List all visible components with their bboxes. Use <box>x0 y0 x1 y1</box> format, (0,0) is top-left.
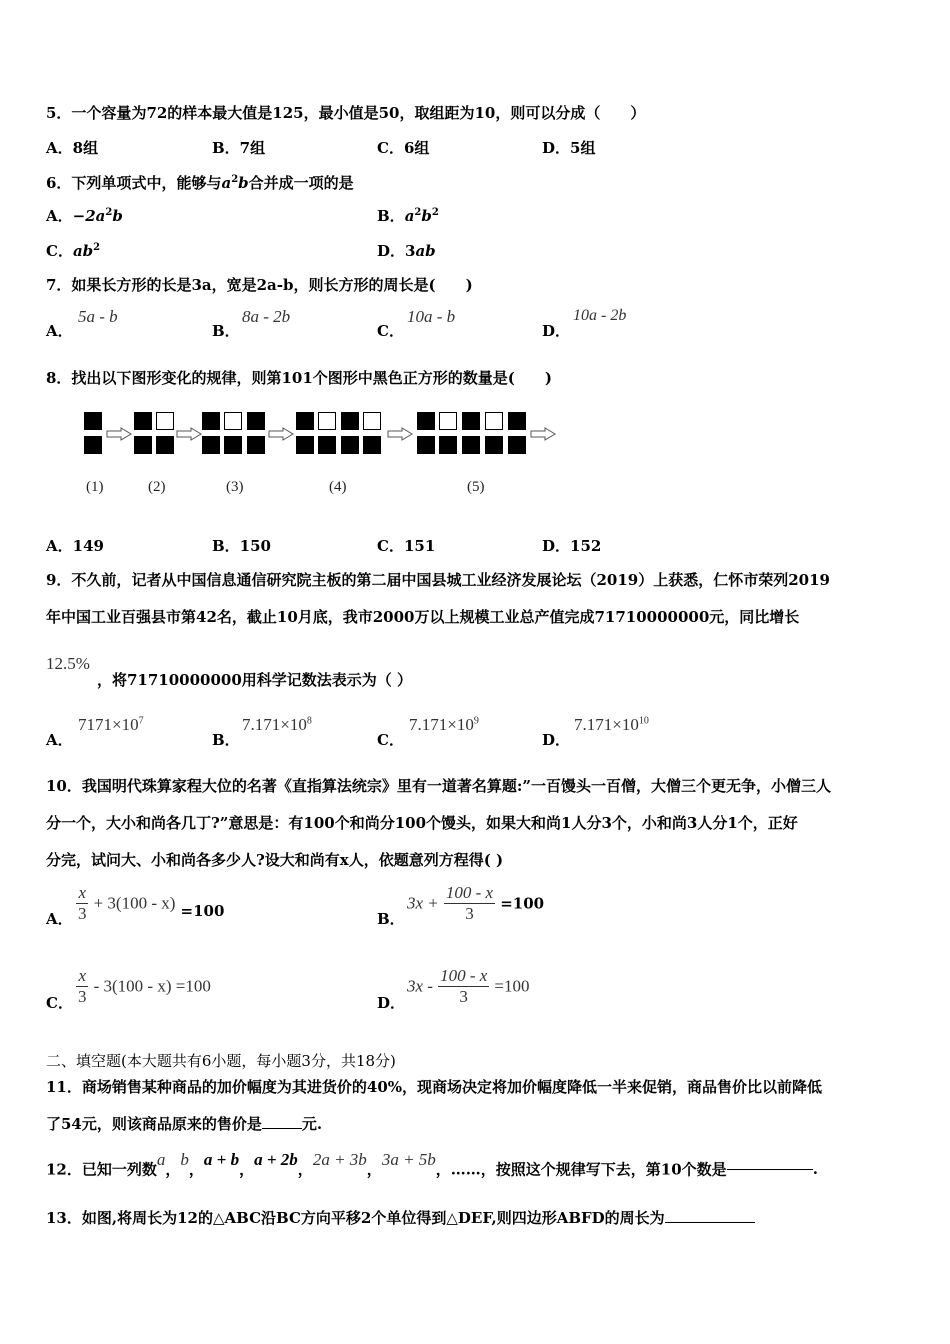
right-arrow-icon <box>176 427 202 441</box>
q12-term-3: a + b <box>203 1150 240 1169</box>
q11-answer-blank[interactable] <box>262 1128 302 1129</box>
q6-a-sup: 2 <box>105 207 113 218</box>
q10-line2: 分一个，大小和尚各几丁?”意思是：有100个和尚分100个馒头，如果大和尚1人分3个，小和尚3人分1个，正好 <box>46 814 798 832</box>
fig3-label: (3) <box>226 479 244 495</box>
q9-option-b-expr <box>242 715 312 735</box>
q10-d-denominator: 3 <box>459 987 468 1006</box>
q10-line1: 10．我国明代珠算家程大位的名著《直指算法统宗》里有一道著名算题:”一百馒头一百僧，大僧三个更无争，小僧三人 <box>46 777 832 795</box>
q9-d-exp: 10 <box>638 715 649 727</box>
fig5-square <box>417 412 435 430</box>
q10-b-denominator: 3 <box>465 904 474 923</box>
q9-option-d-expr <box>574 715 649 735</box>
q6-stem-sup: 2 <box>231 174 239 185</box>
q6-a-val: −2a <box>72 207 106 225</box>
fig3-square <box>202 436 220 454</box>
q10-option-b-label: B． <box>377 910 405 928</box>
fig4-square <box>341 436 359 454</box>
q10-option-c-label: C． <box>46 994 73 1012</box>
fig1-square <box>84 412 102 430</box>
q9-d-base: 7.171×10 <box>574 715 639 734</box>
q7-option-c-label: C． <box>377 322 404 340</box>
q10-option-a-label: A． <box>46 910 73 928</box>
q6-c-val: ab <box>72 242 94 260</box>
q10-a-eq: =100 <box>180 902 225 920</box>
q6-b-sup2: 2 <box>431 207 439 218</box>
q7-option-d-label: D． <box>542 322 571 340</box>
fig5-square <box>508 412 526 430</box>
q6-stem-var2: b <box>238 174 249 192</box>
q5-option-a: A．8组 <box>46 139 99 157</box>
q12-post: ，……，按照这个规律写下去，第10个数是 <box>435 1160 727 1179</box>
fig5-label: (5) <box>467 479 485 495</box>
q6-d-tail: ab <box>415 242 436 260</box>
q8-option-d: D．152 <box>542 537 602 555</box>
fig5-square <box>439 436 457 454</box>
q6-c-sup: 2 <box>93 242 101 253</box>
q7-option-b-label: B． <box>212 322 240 340</box>
q9-option-d-label: D． <box>542 731 571 749</box>
q10-a-numerator: x <box>78 883 87 902</box>
q10-b-eq: =100 <box>500 894 545 913</box>
q5-stem: 5．一个容量为72的样本最大值是125，最小值是50，取组距为10，则可以分成（ ） <box>46 104 646 122</box>
q5-option-b: B．7组 <box>212 139 266 157</box>
fig4-label: (4) <box>329 479 347 495</box>
fig4-square <box>318 412 336 430</box>
right-arrow-icon <box>268 427 294 441</box>
q9-line3: ，将71710000000用科学记数法表示为（ ） <box>97 671 413 689</box>
q6-b-val: a <box>404 207 415 225</box>
q12-end: . <box>812 1160 818 1178</box>
q9-option-b-label: B． <box>212 731 240 749</box>
q12-term-5: 2a + 3b <box>312 1150 367 1169</box>
q9-a-exp: 7 <box>138 715 144 727</box>
q10-c-fraction <box>76 966 89 1007</box>
fig3-square <box>224 436 242 454</box>
q12-sep: ， <box>165 1160 181 1179</box>
q12-term-1: a <box>156 1150 166 1169</box>
q6-option-b <box>377 205 439 226</box>
q9-option-a-label: A． <box>46 731 73 749</box>
q13-line <box>46 1207 755 1228</box>
q12-pre: 12．已知一列数 <box>46 1160 157 1179</box>
fig5-square <box>485 436 503 454</box>
fig5-square <box>508 436 526 454</box>
q12-answer-blank[interactable] <box>727 1169 813 1170</box>
q7-option-a-label: A． <box>46 322 73 340</box>
q6-b-tail: b <box>421 207 432 225</box>
q8-stem: 8．找出以下图形变化的规律，则第101个图形中黑色正方形的数量是( ) <box>46 369 552 387</box>
fig3-square <box>202 412 220 430</box>
q11-line2-post: 元. <box>301 1115 323 1133</box>
q6-stem <box>46 172 354 193</box>
fig4-square <box>296 412 314 430</box>
q5-option-c: C．6组 <box>377 139 430 157</box>
fig3-square <box>224 412 242 430</box>
q10-option-d-expr <box>407 966 529 1007</box>
fig5-square <box>417 436 435 454</box>
fig3-square <box>247 436 265 454</box>
q6-d-val: 3 <box>405 242 416 260</box>
q7-stem: 7．如果长方形的长是3a，宽是2a-b，则长方形的周长是( ) <box>46 276 473 294</box>
q6-stem-post: 合并成一项的是 <box>248 174 354 192</box>
fig5-square <box>439 412 457 430</box>
q7-option-b-expr: 8a - 2b <box>242 307 291 326</box>
q11-line2-pre: 了54元，则该商品原来的售价是 <box>46 1115 262 1133</box>
fig4-square <box>318 436 336 454</box>
q10-d-pre: 3x - <box>407 976 433 996</box>
q9-a-base: 7171×10 <box>78 715 139 734</box>
q7-option-a-expr: 5a - b <box>78 307 118 326</box>
q10-option-a-expr <box>76 883 224 924</box>
right-arrow-icon <box>106 427 132 441</box>
q12-term-2: b <box>180 1150 189 1169</box>
q10-c-numerator: x <box>78 966 87 985</box>
fig2-square <box>134 412 152 430</box>
q9-b-base: 7.171×10 <box>242 715 307 734</box>
q10-d-fraction <box>438 966 489 1007</box>
q13-stem: 13．如图,将周长为12的△ABC沿BC方向平移2个单位得到△DEF,则四边形ABFD的周长为 <box>46 1209 665 1227</box>
q8-option-c: C．151 <box>377 537 436 555</box>
q9-percent: 12.5% <box>46 654 90 673</box>
q10-c-rest: - 3(100 - x) =100 <box>93 976 211 996</box>
q9-option-c-label: C． <box>377 731 404 749</box>
q12-term-4: a + 2b <box>254 1150 298 1169</box>
fig2-square <box>134 436 152 454</box>
q10-b-numerator: 100 - x <box>445 883 494 902</box>
fig2-square <box>156 412 174 430</box>
q6-d-label: D． <box>377 242 406 260</box>
q9-line2: 年中国工业百强县市第42名，截止10月底，我市2000万以上规模工业总产值完成71710000000元，同比增长 <box>46 608 800 626</box>
q11-line1: 11．商场销售某种商品的加价幅度为其进货价的40%，现商场决定将加价幅度降低一半来促销，商品售价比以前降低 <box>46 1078 823 1096</box>
q6-stem-pre: 6．下列单项式中，能够与 <box>46 174 222 192</box>
q6-b-sup: 2 <box>414 207 422 218</box>
q8-option-b: B．150 <box>212 537 271 555</box>
q10-option-c-expr <box>76 966 211 1007</box>
q10-b-fraction <box>444 883 495 924</box>
q12-sep: ， <box>188 1160 204 1179</box>
q7-option-d-expr: 10a - 2b <box>573 307 627 324</box>
right-arrow-icon <box>387 427 413 441</box>
fig4-square <box>363 412 381 430</box>
q9-line1: 9．不久前，记者从中国信息通信研究院主板的第二届中国县城工业经济发展论坛（2019）上获悉，仁怀市荣列2019 <box>46 571 830 589</box>
fig2-label: (2) <box>148 479 166 495</box>
q9-c-base: 7.171×10 <box>409 715 474 734</box>
q6-a-label: A． <box>46 207 73 225</box>
q10-a-denominator: 3 <box>78 904 87 923</box>
fig3-square <box>247 412 265 430</box>
q10-d-eq: =100 <box>494 976 530 996</box>
q9-option-c-expr <box>409 715 479 735</box>
q12-term-6: 3a + 5b <box>381 1150 436 1169</box>
fig5-square <box>462 436 480 454</box>
q6-option-d <box>377 240 436 261</box>
q12-line <box>46 1150 818 1180</box>
q13-answer-blank[interactable] <box>665 1222 755 1223</box>
q6-option-c <box>46 240 100 261</box>
q10-d-numerator: 100 - x <box>440 966 488 985</box>
q12-sep: ， <box>297 1160 313 1179</box>
q6-b-label: B． <box>377 207 405 225</box>
fig2-square <box>156 436 174 454</box>
q8-option-a: A．149 <box>46 537 104 555</box>
q10-c-denominator: 3 <box>78 987 87 1006</box>
q10-option-d-label: D． <box>377 994 406 1012</box>
fig1-label: (1) <box>86 479 104 495</box>
q11-line2 <box>46 1113 322 1134</box>
right-arrow-icon <box>530 427 556 441</box>
fig4-square <box>363 436 381 454</box>
fig4-square <box>341 412 359 430</box>
section2-title: 二、填空题(本大题共有6小题，每小题3分，共18分) <box>46 1052 396 1070</box>
q12-sep: ， <box>366 1160 382 1179</box>
q10-a-rest: + 3(100 - x) <box>93 893 176 913</box>
q6-option-a <box>46 205 123 226</box>
q10-option-b-expr <box>407 883 544 924</box>
q8-pattern-figure <box>0 0 950 520</box>
q10-b-pre: 3x + <box>407 893 439 913</box>
q12-sep: ， <box>239 1160 255 1179</box>
q9-b-exp: 8 <box>306 715 312 727</box>
q10-line3: 分完，试问大、小和尚各多少人?设大和尚有x人，依题意列方程得( ) <box>46 851 504 869</box>
q10-a-fraction <box>76 883 89 924</box>
q9-c-exp: 9 <box>473 715 479 727</box>
q9-option-a-expr <box>78 715 144 735</box>
fig4-square <box>296 436 314 454</box>
q6-c-label: C． <box>46 242 73 260</box>
fig1-square <box>84 436 102 454</box>
q7-option-c-expr: 10a - b <box>407 307 456 326</box>
q6-a-tail: b <box>112 207 123 225</box>
q6-stem-var: a <box>221 174 232 192</box>
q5-option-d: D．5组 <box>542 139 596 157</box>
fig5-square <box>485 412 503 430</box>
fig5-square <box>462 412 480 430</box>
